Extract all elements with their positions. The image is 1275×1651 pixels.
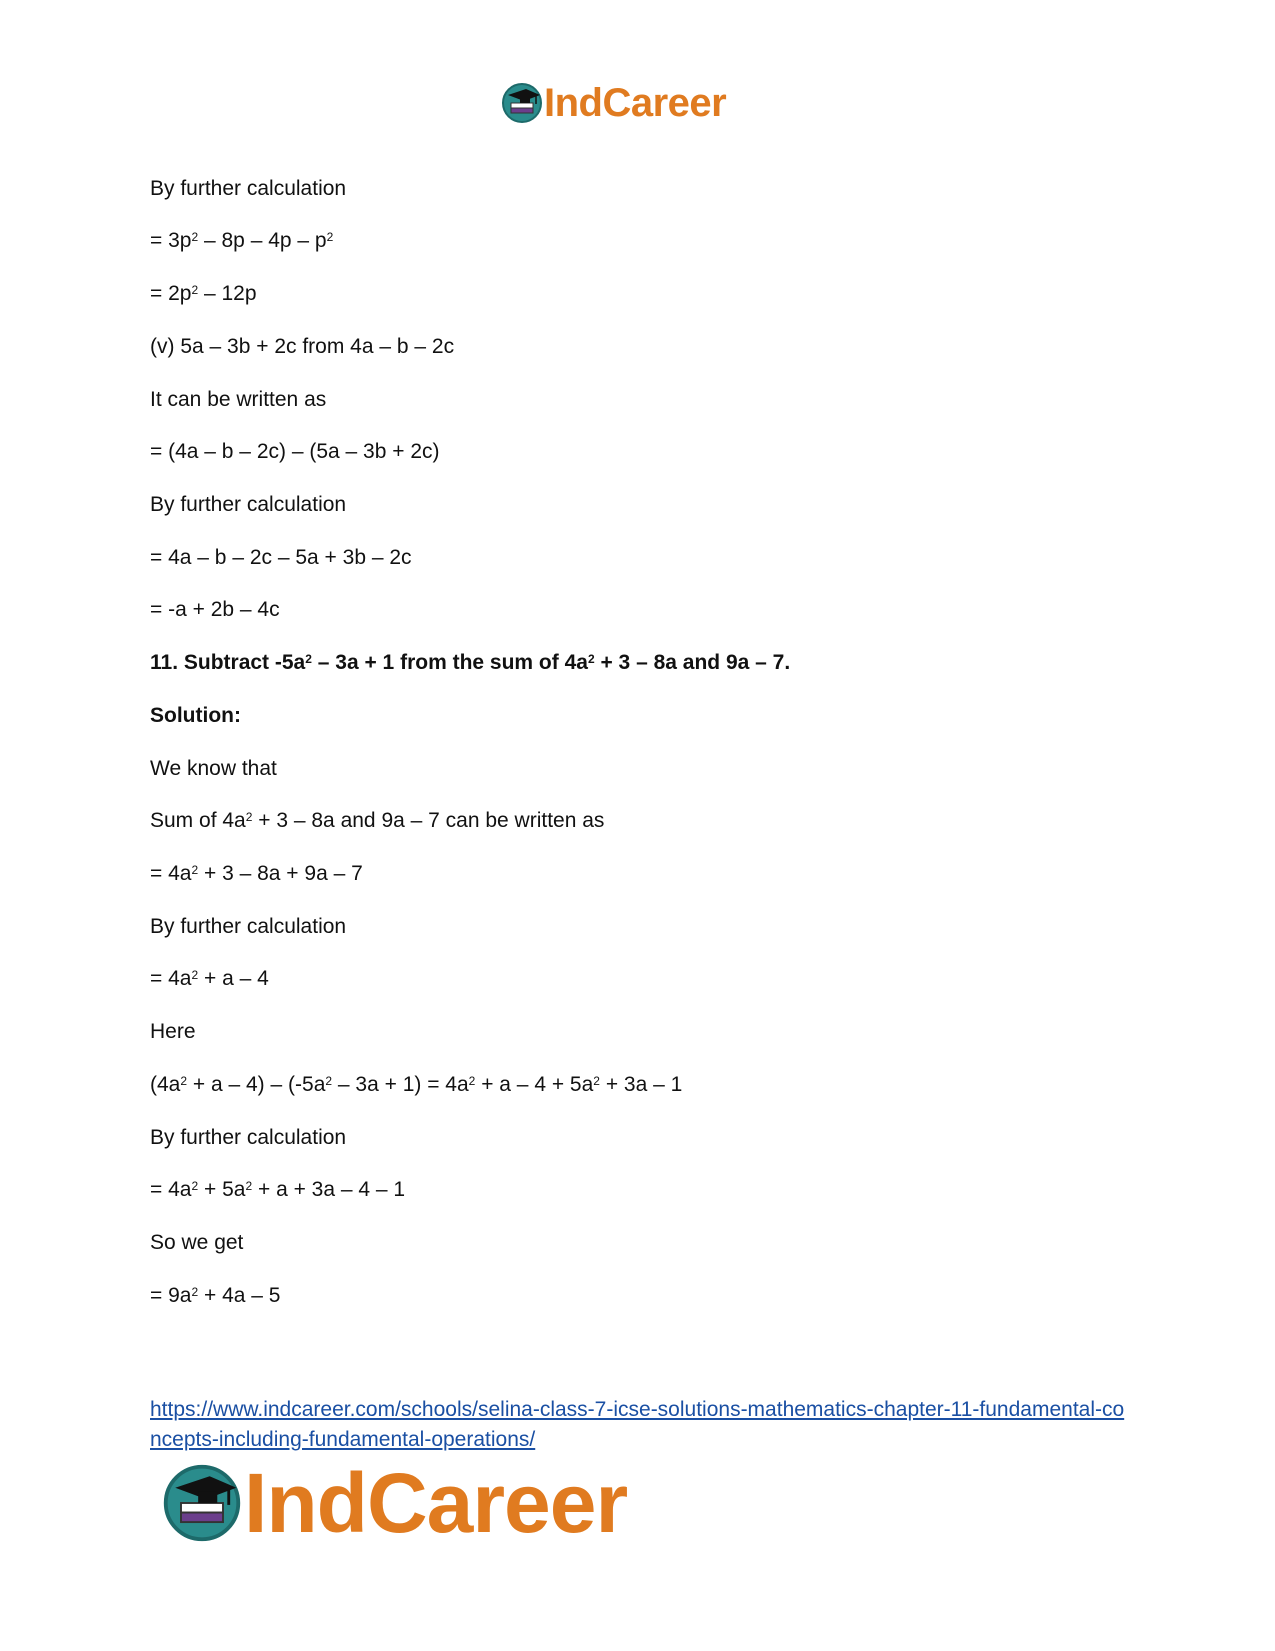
- text-line: By further calculation: [150, 915, 347, 938]
- text-line: = $4a^2 + 3 - 8a + 9a - 7$: [150, 862, 363, 885]
- text-line: $(4a^2 + a - 4) - (-5a^2 - 3a + 1) = 4a^2 + a - 4 + 5a^2 + 3a - 1$: [150, 1073, 683, 1096]
- superscript-exponent: 2: [191, 1179, 199, 1193]
- text-line: = $4a^2 + a - 4$: [150, 967, 269, 990]
- text-line: = $2p^2 - 12p$: [150, 282, 257, 305]
- text-line: = (4a – b – 2c) – (5a – 3b + 2c): [150, 440, 440, 463]
- footer-logo: [160, 1458, 627, 1548]
- text-line: It can be written as: [150, 388, 327, 411]
- footer-logo-text: IndCareer: [244, 1456, 628, 1550]
- text-line: By further calculation: [150, 177, 347, 200]
- text-line: = $9a^2 + 4a - 5$: [150, 1284, 281, 1307]
- superscript-exponent: 2: [325, 1074, 333, 1088]
- text-line: (v) 5a – 3b + 2c from 4a – b – 2c: [150, 335, 455, 358]
- header-logo: [500, 80, 726, 126]
- superscript-exponent: 2: [593, 1074, 600, 1088]
- superscript-exponent: 2: [180, 1074, 188, 1088]
- text-line: = $4a^2 + 5a^2 + a + 3a - 4 - 1$: [150, 1178, 406, 1201]
- superscript-exponent: 2: [245, 1179, 253, 1193]
- superscript-exponent: 2: [468, 1074, 476, 1088]
- text-line: = $3p^2 - 8p - 4p - p^2$: [150, 229, 334, 252]
- text-line: We know that: [150, 757, 277, 780]
- text-line: By further calculation: [150, 1126, 347, 1149]
- text-line: Sum of $4a^2 + 3 - 8a$ and 9a – 7 can be written as: [150, 809, 605, 832]
- superscript-exponent: 2: [326, 230, 334, 244]
- solution-heading: Solution:: [150, 704, 241, 727]
- text-line: Here: [150, 1020, 196, 1043]
- text-line: = 4a – b – 2c – 5a + 3b – 2c: [150, 546, 412, 569]
- header-logo-text: IndCareer: [544, 81, 727, 125]
- text-line: So we get: [150, 1231, 244, 1254]
- superscript-exponent: 2: [245, 810, 253, 824]
- superscript-exponent: 2: [191, 968, 199, 982]
- source-link[interactable]: https://www.indcareer.com/schools/selina-class-7-icse-solutions-mathematics-chapter-11-fundamental-concepts-including-fundamental-operations/: [150, 1398, 1125, 1451]
- superscript-exponent: 2: [305, 652, 312, 666]
- superscript-exponent: 2: [191, 283, 199, 297]
- superscript-exponent: 2: [191, 863, 199, 877]
- superscript-exponent: 2: [191, 230, 199, 244]
- text-line: By further calculation: [150, 493, 347, 516]
- superscript-exponent: 2: [191, 1285, 199, 1299]
- superscript-exponent: 2: [587, 652, 595, 666]
- text-line: = -a + 2b – 4c: [150, 598, 280, 621]
- question-heading: 11. Subtract $-5a^2 - 3a + 1$ from the sum of $4a^2 + 3 - 8a$ and 9a – 7.: [150, 651, 791, 674]
- graduation-cap-emblem-icon: [500, 81, 544, 125]
- graduation-cap-emblem-icon: [160, 1461, 244, 1545]
